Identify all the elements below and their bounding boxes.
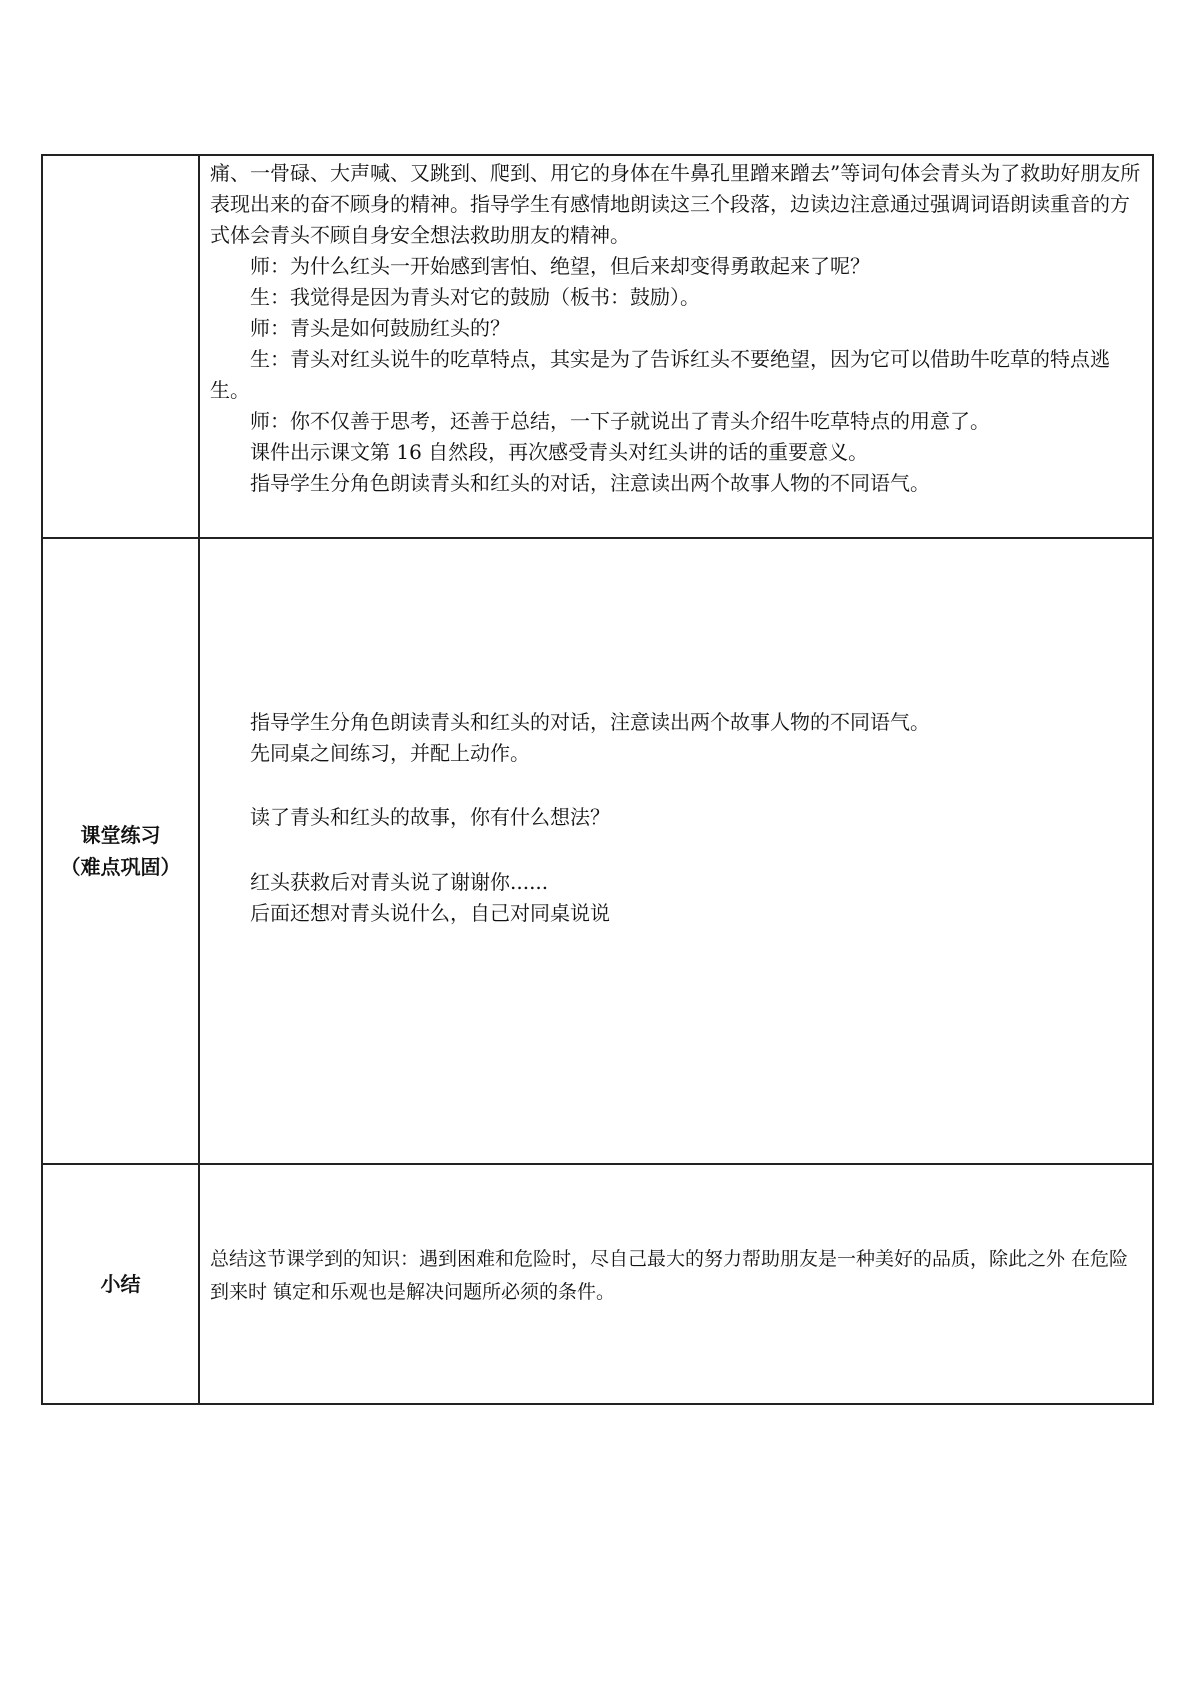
label-summary-title: 小结 [100,1272,141,1296]
row-label-practice [42,538,199,1164]
paragraph-teacher-question-2: 师：青头是如何鼓励红头的？ [250,316,510,340]
paragraph-courseware: 课件出示课文第 16 自然段，再次感受青头对红头讲的话的重要意义。 [250,440,869,464]
practice-line-say-more: 后面还想对青头说什么，自己对同桌说说 [250,901,610,925]
row-content-summary [199,1164,1153,1404]
practice-line-pair-practice: 先同桌之间练习，并配上动作。 [250,741,530,765]
row-content-practice [199,538,1153,1164]
row-content-reading-guidance [199,155,1153,538]
paragraph-teacher-question-1: 师：为什么红头一开始感到害怕、绝望，但后来却变得勇敢起来了呢？ [250,254,870,278]
summary-paragraph: 总结这节课学到的知识：遇到困难和危险时，尽自己最大的努力帮助朋友是一种美好的品质，除此之外 在危险到来时 镇定和乐观也是解决问题所必须的条件。 [210,1248,1129,1303]
label-practice-subtitle: （难点巩固） [60,855,181,879]
practice-line-role-reading: 指导学生分角色朗读青头和红头的对话，注意读出两个故事人物的不同语气。 [250,710,930,734]
label-practice-title: 课堂练习 [80,823,161,847]
table-row [42,1164,1153,1404]
practice-line-thoughts: 读了青头和红头的故事，你有什么想法？ [250,805,610,829]
row-label-empty [42,155,199,538]
lesson-plan-table [41,154,1154,1405]
row-label-summary [42,1164,199,1404]
practice-line-thanks: 红头获救后对青头说了谢谢你...... [250,870,549,894]
paragraph-teacher-praise: 师：你不仅善于思考，还善于总结，一下子就说出了青头介绍牛吃草特点的用意了。 [250,409,990,433]
table-row [42,538,1153,1164]
paragraph-role-reading: 指导学生分角色朗读青头和红头的对话，注意读出两个故事人物的不同语气。 [250,471,930,495]
paragraph-student-answer-1: 生：我觉得是因为青头对它的鼓励（板书：鼓励）。 [250,285,700,309]
paragraph-student-answer-2: 生：青头对红头说牛的吃草特点，其实是为了告诉红头不要绝望，因为它可以借助牛吃草的特点逃生。 [210,347,1110,402]
paragraph-keywords: 痛、一骨碌、大声喊、又跳到、爬到、用它的身体在牛鼻孔里蹭来蹭去”等词句体会青头为了救助好朋友所表现出来的奋不顾身的精神。指导学生有感情地朗读这三个段落，边读边注意通过强调词语朗读重音的方式体会青头不顾自身安全想法救助朋友的精神。 [210,161,1141,247]
table-row [42,155,1153,538]
